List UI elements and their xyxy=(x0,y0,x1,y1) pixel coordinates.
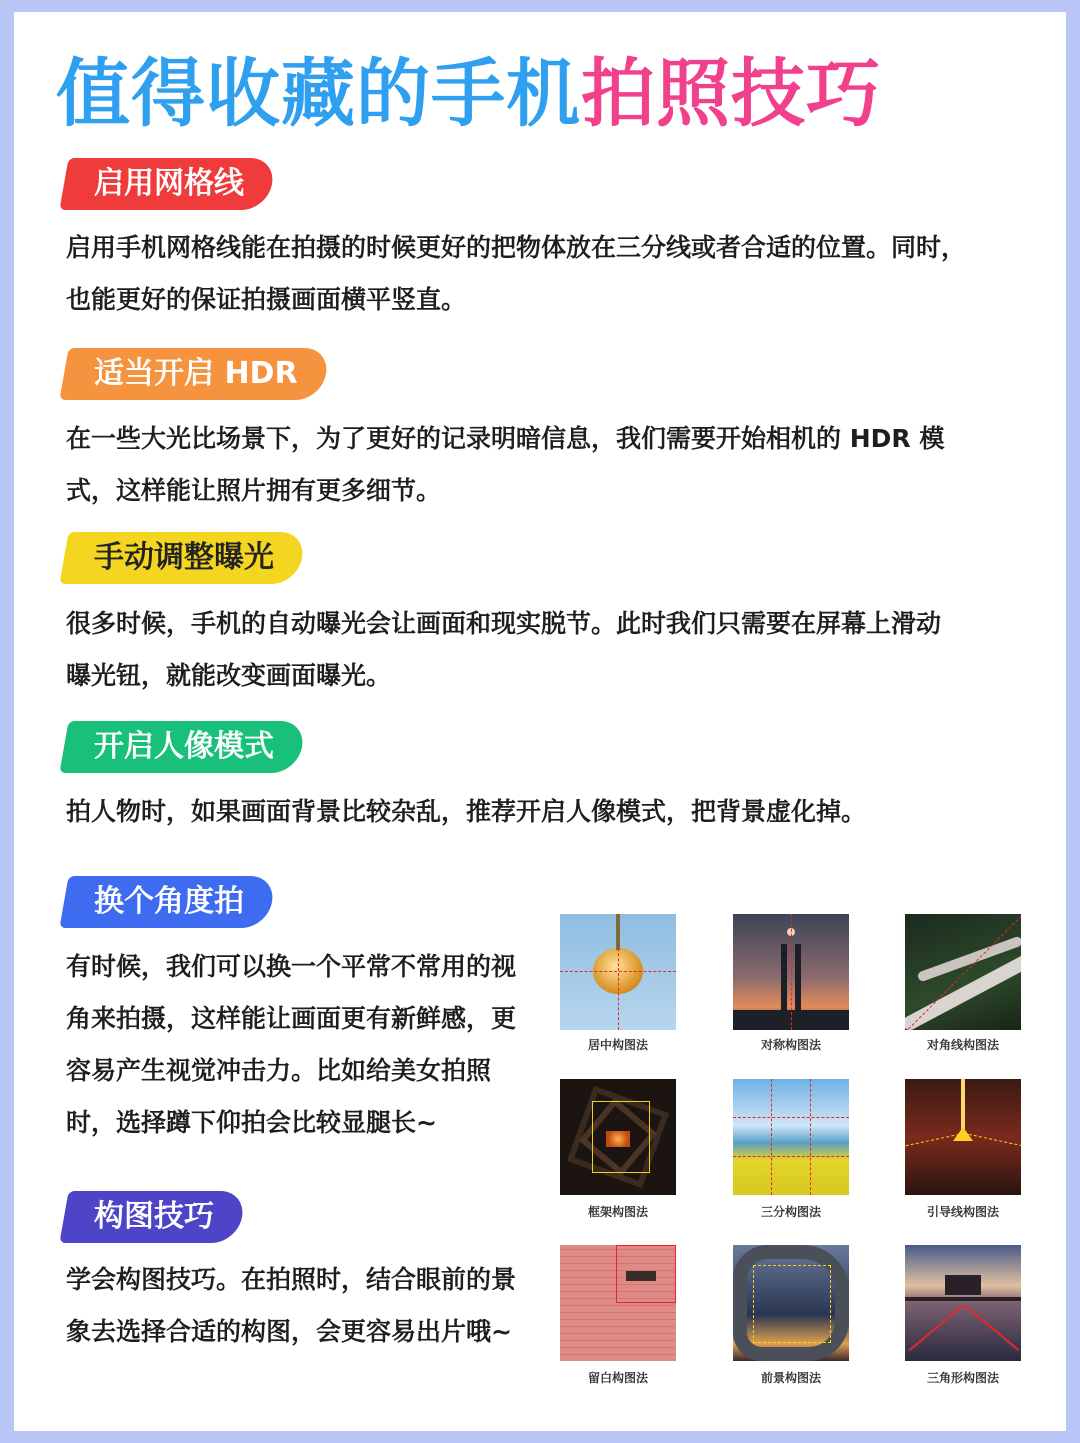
tag-composition: 构图技巧 xyxy=(59,1191,246,1243)
photo-leading-lines-composition xyxy=(905,1079,1021,1195)
title-part-2: 拍照技巧 xyxy=(581,51,881,137)
tag-exposure: 手动调整曝光 xyxy=(59,532,306,584)
photo-center-composition xyxy=(560,914,676,1030)
photo-foreground-composition xyxy=(733,1245,849,1361)
photo-negative-space-composition xyxy=(560,1245,676,1361)
caption-symmetry: 对称构图法 xyxy=(760,1038,821,1052)
paragraph-exposure: 很多时候，手机的自动曝光会让画面和现实脱节。此时我们只需要在屏幕上滑动 曝光钮，就能改变画面曝光。 xyxy=(66,609,942,690)
paragraph-portrait: 拍人物时，如果画面背景比较杂乱，推荐开启人像模式，把背景虚化掉。 xyxy=(66,797,867,826)
caption-center: 居中构图法 xyxy=(587,1038,648,1052)
caption-diagonal: 对角线构图法 xyxy=(926,1038,999,1052)
caption-rule-of-thirds: 三分构图法 xyxy=(760,1205,821,1219)
tag-hdr: 适当开启 HDR xyxy=(59,348,330,400)
photo-symmetry-composition xyxy=(733,914,849,1030)
caption-foreground: 前景构图法 xyxy=(760,1371,821,1385)
poster-card xyxy=(14,12,1066,1431)
caption-frame: 框架构图法 xyxy=(587,1205,648,1219)
paragraph-hdr: 在一些大光比场景下，为了更好的记录明暗信息，我们需要开始相机的 HDR 模 式，这样能让照片拥有更多细节。 xyxy=(66,424,945,505)
photo-frame-composition xyxy=(560,1079,676,1195)
photo-diagonal-composition xyxy=(905,914,1021,1030)
page-title xyxy=(56,48,881,140)
caption-triangle: 三角形构图法 xyxy=(926,1371,999,1385)
tag-portrait: 开启人像模式 xyxy=(59,721,306,773)
paragraph-angle: 有时候，我们可以换一个平常不常用的视 角来拍摄，这样能让画面更有新鲜感，更 容易产生视觉冲击力。比如给美女拍照 时，选择蹲下仰拍会比较显腿长~ xyxy=(66,952,517,1137)
photo-triangle-composition xyxy=(905,1245,1021,1361)
photo-rule-of-thirds-composition xyxy=(733,1079,849,1195)
paragraph-composition: 学会构图技巧。在拍照时，结合眼前的景 象去选择合适的构图，会更容易出片哦~ xyxy=(66,1265,517,1346)
tag-angle: 换个角度拍 xyxy=(59,876,276,928)
tag-grid-lines: 启用网格线 xyxy=(59,158,276,210)
caption-negative-space: 留白构图法 xyxy=(587,1371,648,1385)
paragraph-grid-lines: 启用手机网格线能在拍摄的时候更好的把物体放在三分线或者合适的位置。同时， 也能更好的保证拍摄画面横平竖直。 xyxy=(66,233,967,314)
caption-leading-lines: 引导线构图法 xyxy=(926,1205,999,1219)
title-part-1: 值得收藏的手机 xyxy=(56,51,581,137)
